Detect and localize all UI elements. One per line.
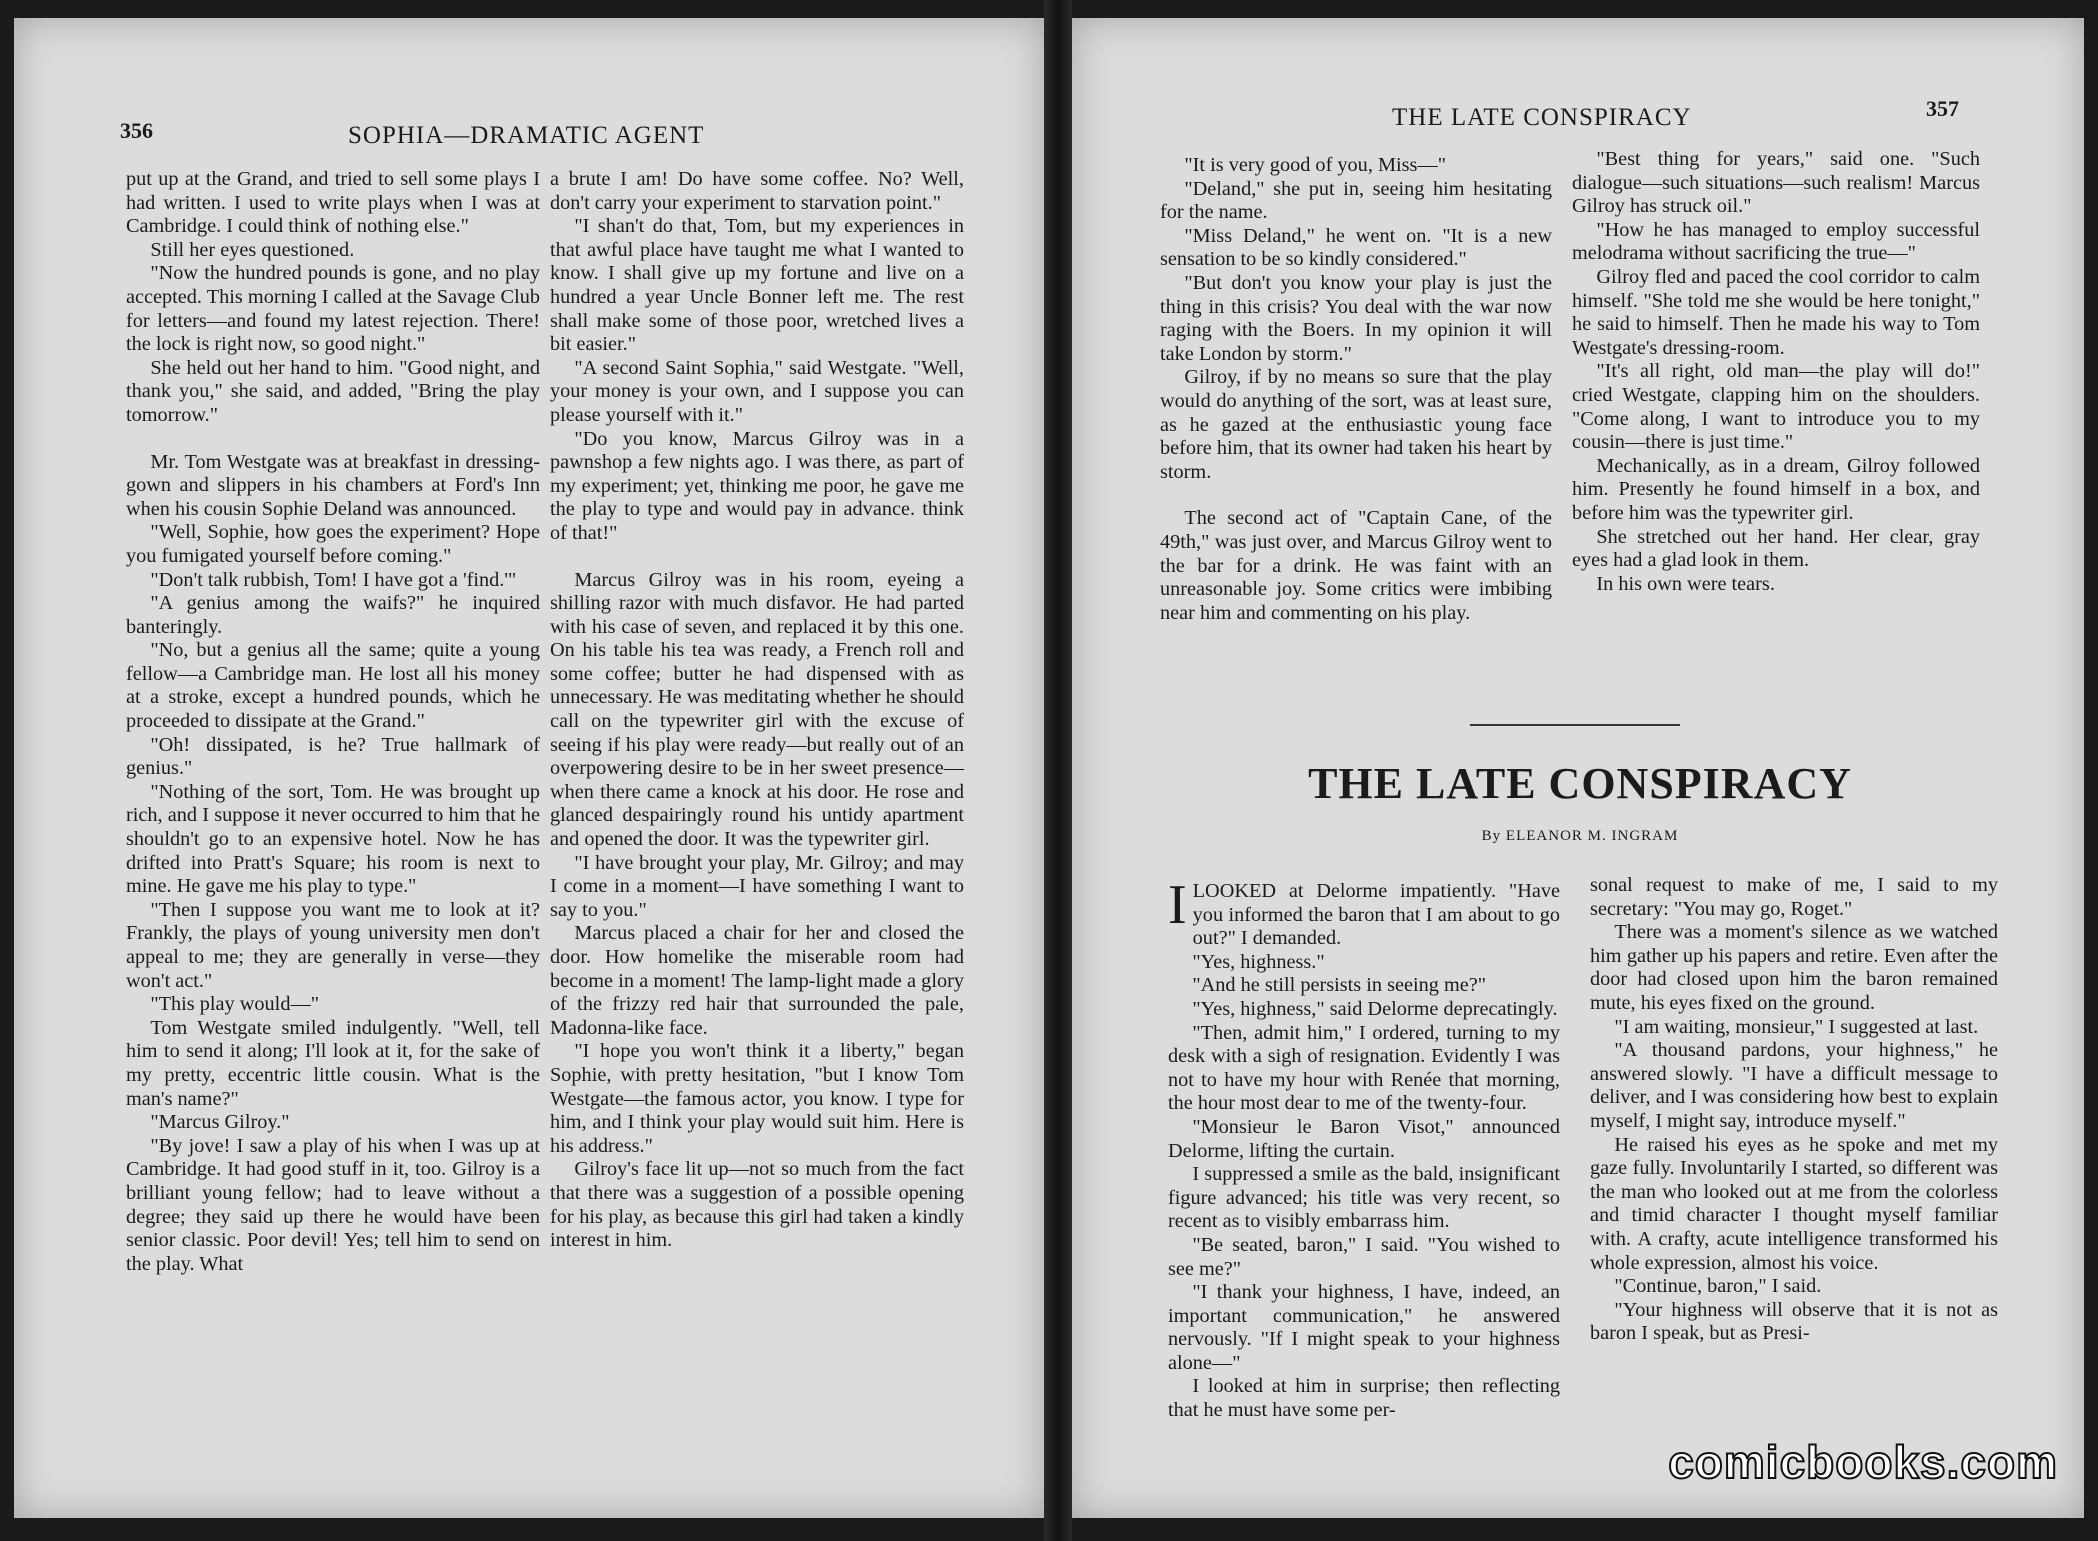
paragraph: "Your highness will observe that it is not as baron I speak, but as Presi- bbox=[1590, 1298, 1998, 1345]
paragraph: "Then I suppose you want me to look at it? Frankly, the plays of young university men don't appeal to me; they are generally in verse—they won't act." bbox=[126, 898, 540, 992]
story-column-1 bbox=[1168, 874, 1560, 1423]
paragraph: "Nothing of the sort, Tom. He was brought up rich, and I suppose it never occurred to him that he shouldn't go to an expensive hotel. Now he has drifted into Pratt's Square; his room is next to mine. He gave me his play to type." bbox=[126, 780, 540, 898]
paragraph: She held out her hand to him. "Good night, and thank you," she said, and added, "Bring the play tomorrow." bbox=[126, 356, 540, 426]
paragraph: Gilroy's face lit up—not so much from the fact that there was a suggestion of a possible opening for his play, as because this girl had taken a kindly interest in him. bbox=[550, 1158, 964, 1252]
paragraph: "Deland," she put in, seeing him hesitating for the name. bbox=[1160, 177, 1552, 224]
paragraph: "It is very good of you, Miss—" bbox=[1184, 154, 1446, 176]
paragraph: I looked at him in surprise; then reflecting that he must have some per- bbox=[1168, 1375, 1560, 1422]
story-title: THE LATE CONSPIRACY bbox=[1308, 759, 1852, 808]
paragraph: "I shan't do that, Tom, but my experiences in that awful place have taught me what I wanted to know. I shall give up my fortune and live on a hundred a year Uncle Bonner left me. The rest shall make some of those poor, wretched lives a bit easier." bbox=[550, 215, 964, 356]
paragraph: "Oh! dissipated, is he? True hallmark of genius." bbox=[126, 733, 540, 780]
right-running-head: THE LATE CONSPIRACY bbox=[1392, 104, 1692, 131]
paragraph: He raised his eyes as he spoke and met my gaze fully. Involuntarily I started, so different was the man who looked out at me from the colorless and timid character I thought myself familiar with. A crafty, acute intelligence transformed his whole expression, almost his voice. bbox=[1590, 1133, 1998, 1274]
paragraph: "How he has managed to employ successful melodrama without sacrificing the true—" bbox=[1572, 218, 1980, 265]
paragraph: I suppressed a smile as the bald, insignificant figure advanced; his title was very recent, so recent as to visibly embarrass him. bbox=[1168, 1163, 1560, 1233]
paragraph: "I hope you won't think it a liberty," began Sophie, with pretty hesitation, "but I know Tom Westgate—the famous actor, you know. I type for him, and I think your play would suit him. Here is his address." bbox=[550, 1040, 964, 1157]
paragraph: "Continue, baron," I said. bbox=[1614, 1275, 1822, 1298]
paragraph: Marcus Gilroy was in his room, eyeing a shilling razor with much disfavor. He had parted with his case of seven, and replaced it by this one. On his table his tea was ready, a French roll and some coffee; butter he had dispensed with as unnecessary. He was meditating whether he should call on the typewriter girl with the excuse of seeing if his play were ready—but really out of an overpowering desire to be in her sweet presence—when there came a knock at his door. He rose and glanced despairingly round his untidy apartment and opened the door. It was the typewriter girl. bbox=[550, 568, 964, 851]
paragraph: Mr. Tom Westgate was at breakfast in dressing-gown and slippers in his chambers at Ford's Inn when his cousin Sophie Deland was announced. bbox=[126, 450, 540, 520]
paragraph: "Miss Deland," he went on. "It is a new sensation to be so kindly considered." bbox=[1160, 224, 1552, 271]
story-byline: By ELEANOR M. INGRAM bbox=[1481, 828, 1679, 844]
paragraph: "I thank your highness, I have, indeed, an important communication," he answered nervously. "If I might speak to your highness alone—" bbox=[1168, 1281, 1560, 1374]
left-running-head: SOPHIA—DRAMATIC AGENT bbox=[348, 122, 705, 149]
left-column-1 bbox=[126, 168, 540, 1276]
paragraph: "Don't talk rubbish, Tom! I have got a 'find.'" bbox=[150, 568, 517, 591]
paragraph: "Now the hundred pounds is gone, and no play accepted. This morning I called at the Savage Club for letters—and found my latest rejection. There! the lock is right now, so good night." bbox=[126, 262, 540, 356]
right-column-2 bbox=[1572, 148, 1980, 596]
paragraph: "Be seated, baron," I said. "You wished to see me?" bbox=[1168, 1233, 1560, 1280]
paragraph: sonal request to make of me, I said to my secretary: "You may go, Roget." bbox=[1590, 874, 1998, 920]
section-divider bbox=[1470, 724, 1680, 726]
paragraph: "Then, admit him," I ordered, turning to my desk with a sigh of resignation. Evidently I was not to have my hour with Renée that morning, the hour most dear to me of the twenty-four. bbox=[1168, 1021, 1560, 1115]
site-watermark: comicbooks.com bbox=[1668, 1436, 2058, 1488]
paragraph: Tom Westgate smiled indulgently. "Well, tell him to send it along; I'll look at it, for the sake of my pretty, eccentric little cousin. What is the man's name?" bbox=[126, 1016, 540, 1110]
paragraph: "Yes, highness," said Delorme deprecatingly. bbox=[1192, 997, 1558, 1020]
paragraph: "Do you know, Marcus Gilroy was in a pawnshop a few nights ago. I was there, as part of my experiment; yet, thinking me poor, he gave me the play to type and would pay in advance. think of that!" bbox=[550, 427, 964, 544]
paragraph: There was a moment's silence as we watched him gather up his papers and retire. Even after the door had closed upon him the baron remained mute, his eyes fixed on the ground. bbox=[1590, 921, 1998, 1014]
paragraph: "Well, Sophie, how goes the experiment? Hope you fumigated yourself before coming." bbox=[126, 521, 540, 567]
paragraph: Gilroy, if by no means so sure that the play would do anything of the sort, was at least sure, as he gazed at the enthusiastic young face before him, that its owner had taken his heart by storm. bbox=[1160, 366, 1552, 483]
paragraph: "Monsieur le Baron Visot," announced Delorme, lifting the curtain. bbox=[1168, 1115, 1560, 1162]
paragraph: put up at the Grand, and tried to sell some plays I had written. I used to write plays when I was at Cambridge. I could think of nothing else." bbox=[126, 168, 540, 238]
opening-text: LOOKED at Delorme impatiently. "Have you informed the baron that I am about to go out?" I demanded. bbox=[1192, 880, 1560, 950]
paragraph: "And he still persists in seeing me?" bbox=[1192, 974, 1487, 997]
paragraph: a brute I am! Do have some coffee. No? Well, don't carry your experiment to starvation point." bbox=[550, 168, 964, 214]
paragraph: The second act of "Captain Cane, of the 49th," was just over, and Marcus Gilroy went to the bar for a drink. He was faint with an unreasonable joy. Some critics were imbibing near him and commenting on his play. bbox=[1160, 507, 1552, 624]
paragraph: "But don't you know your play is just the thing in this crisis? You deal with the war now raging with the Boers. In my opinion it will take London by storm." bbox=[1160, 271, 1552, 365]
story-column-2 bbox=[1590, 874, 1998, 1346]
paragraph: "A thousand pardons, your highness," he answered slowly. "I have a difficult message to deliver, and I was considering how best to explain myself, I might say, introduce myself." bbox=[1590, 1039, 1998, 1132]
left-page-number: 356 bbox=[120, 118, 153, 143]
paragraph: "It's all right, old man—the play will do!" cried Westgate, clapping him on the shoulders. "Come along, I want to introduce you to my cousin—there is just time." bbox=[1572, 360, 1980, 454]
book-gutter bbox=[1044, 0, 1072, 1541]
paragraph: Mechanically, as in a dream, Gilroy followed him. Presently he found himself in a box, and before him was the typewriter girl. bbox=[1572, 454, 1980, 524]
paragraph: Marcus placed a chair for her and closed the door. How homelike the miserable room had become in a moment! The lamp-light made a glory of the frizzy red hair that surrounded the pale, Madonna-like face. bbox=[550, 922, 964, 1039]
paragraph: "A genius among the waifs?" he inquired banteringly. bbox=[126, 592, 540, 638]
paragraph: "This play would—" bbox=[150, 993, 320, 1016]
left-column-2 bbox=[550, 168, 964, 1253]
paragraph: She stretched out her hand. Her clear, gray eyes had a glad look in them. bbox=[1572, 525, 1980, 572]
paragraph: "By jove! I saw a play of his when I was up at Cambridge. It had good stuff in it, too. Gilroy is a brilliant young fellow; had to leave without a degree; they said up there he would have been senior classic. Poor devil! Yes; tell him to send on the play. What bbox=[126, 1134, 540, 1275]
right-column-1 bbox=[1160, 154, 1552, 625]
paragraph: Still her eyes questioned. bbox=[150, 238, 355, 261]
paragraph: "Best thing for years," said one. "Such dialogue—such situations—such realism! Marcus Gilroy has struck oil." bbox=[1572, 148, 1980, 218]
drop-cap: I bbox=[1168, 874, 1187, 936]
paragraph: "A second Saint Sophia," said Westgate. "Well, your money is your own, and I suppose you can please yourself with it." bbox=[550, 356, 964, 426]
right-page-number: 357 bbox=[1926, 96, 1959, 121]
paragraph: In his own were tears. bbox=[1596, 572, 1775, 595]
paragraph: "No, but a genius all the same; quite a young fellow—a Cambridge man. He lost all his money at a stroke, except a hundred pounds, which he proceeded to dissipate at the Grand." bbox=[126, 639, 540, 733]
paragraph bbox=[1168, 874, 1560, 951]
paragraph: "Yes, highness." bbox=[1192, 950, 1325, 973]
paragraph: Gilroy fled and paced the cool corridor to calm himself. "She told me she would be here tonight," he said to himself. Then he made his way to Tom Westgate's dressing-room. bbox=[1572, 265, 1980, 359]
paragraph: "I am waiting, monsieur," I suggested at last. bbox=[1614, 1015, 1979, 1038]
left-page bbox=[14, 18, 1044, 1518]
paragraph: "Marcus Gilroy." bbox=[150, 1111, 290, 1134]
paragraph: "I have brought your play, Mr. Gilroy; and may I come in a moment—I have something I want to say to you." bbox=[550, 851, 964, 921]
